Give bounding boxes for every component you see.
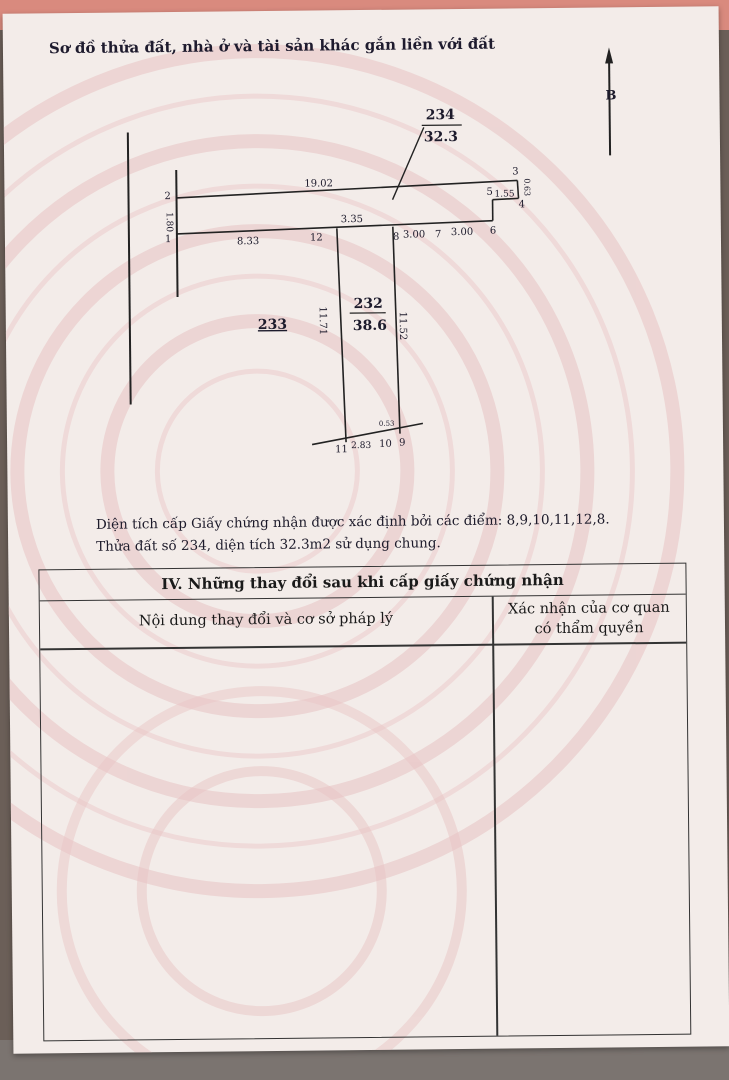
edge-12-11 <box>337 228 346 442</box>
dimension-label: 11.52 <box>396 311 409 341</box>
dimension-label: 2.83 <box>351 440 372 452</box>
parcel-234-area: 32.3 <box>423 129 459 146</box>
point-label: 2 <box>164 191 171 203</box>
confirmation-header-line2: có thẩm quyền <box>534 620 644 638</box>
dimension-label: 8.33 <box>236 236 260 248</box>
point-label: 11 <box>335 444 348 456</box>
dimension-label: 0.63 <box>522 178 532 197</box>
changes-table <box>38 563 691 1042</box>
parcel-232-area: 38.6 <box>352 317 388 335</box>
dimension-label: 11.71 <box>316 306 328 336</box>
point-label: 8 <box>392 231 400 243</box>
plot-diagram <box>3 6 724 513</box>
parcel-232-number: 232 <box>353 295 383 313</box>
changes-table-title: IV. Những thay đổi sau khi cấp giấy chứng nhận <box>39 564 685 602</box>
point-label: 12 <box>309 232 323 244</box>
column-divider <box>492 597 498 1036</box>
parcel-234-leader <box>392 127 425 199</box>
edge-3-4 <box>517 180 518 198</box>
dimension-label: 1.55 <box>494 189 515 200</box>
parcel-234-number: 234 <box>425 107 455 124</box>
dimension-label: 3.35 <box>340 214 364 226</box>
area-note: Diện tích cấp Giấy chứng nhận được xác định bởi các điểm: 8,9,10,11,12,8. <box>95 511 610 533</box>
left-boundary-line <box>128 132 131 404</box>
column-header-content: Nội dung thay đổi và cơ sở pháp lý <box>138 610 394 630</box>
dimension-label: 3.00 <box>450 226 474 239</box>
shared-parcel-note: Thửa đất số 234, diện tích 32.3m2 sử dụng chung. <box>96 535 441 555</box>
dimension-label: 0.53 <box>378 419 395 428</box>
edge-2-3 <box>176 180 517 198</box>
dimension-label: 19.02 <box>304 178 334 190</box>
point-label: 9 <box>399 437 406 449</box>
point-label: 5 <box>486 186 493 198</box>
point-label: 1 <box>164 234 172 246</box>
dimension-label: 1.80 <box>163 211 174 233</box>
header-divider <box>40 642 686 650</box>
point-label: 6 <box>489 225 497 237</box>
point-label: 7 <box>434 229 442 241</box>
dimension-label: 3.00 <box>402 229 426 241</box>
point-label: 10 <box>379 438 392 450</box>
confirmation-header-line1: Xác nhận của cơ quan <box>507 599 670 618</box>
certificate-page <box>3 6 729 1053</box>
edge-1-6 <box>177 221 493 234</box>
north-label: B <box>605 88 617 104</box>
column-header-confirmation <box>494 598 684 640</box>
document-title: Sơ đồ thửa đất, nhà ở và tài sản khác gắn liền với đất <box>48 34 496 58</box>
parcel-233-number: 233 <box>257 316 288 334</box>
point-label: 3 <box>512 166 519 178</box>
point-label: 4 <box>518 199 526 211</box>
